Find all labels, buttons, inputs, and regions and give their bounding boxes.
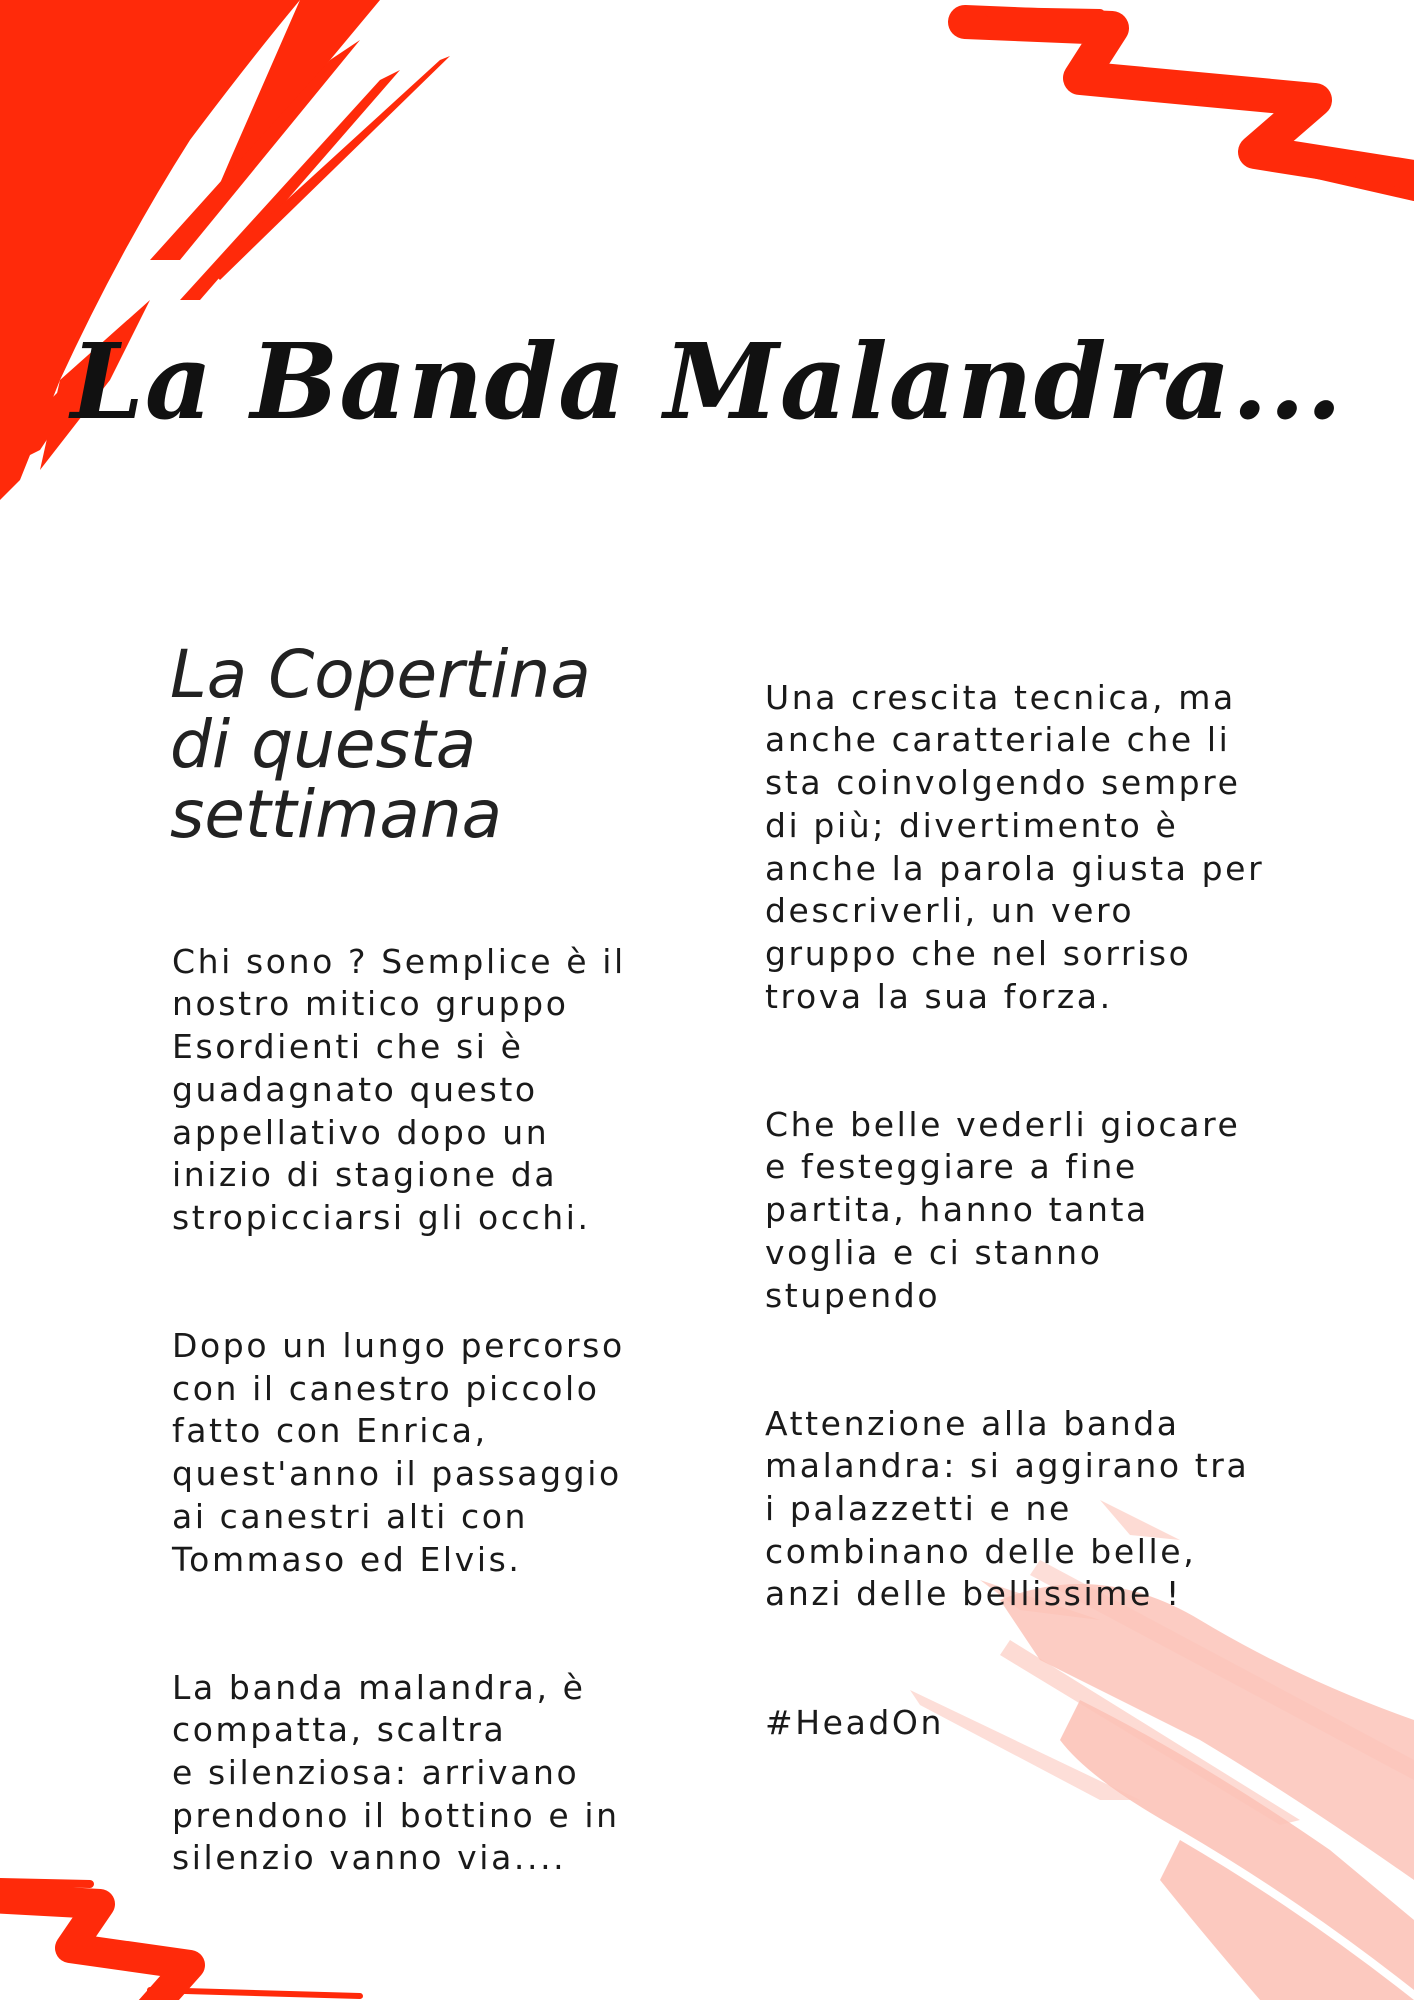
section-heading: La Copertina di questa settimana: [170, 636, 591, 853]
document-title: La Banda Malandra...: [70, 320, 1344, 443]
brush-top-right: [965, 12, 1414, 196]
left-column: [172, 898, 692, 1966]
paragraph: Chi sono ? Semplice è il nostro mitico gruppo Esordienti che si è guadagnato questo appellativo dopo un inizio di stagione da stropicciarsi gli occhi.: [172, 941, 626, 1237]
paragraph: Dopo un lungo percorso con il canestro piccolo fatto con Enrica, quest'anno il passaggio ai canestri alti con Tommaso ed Elvis.: [172, 1326, 625, 1579]
hashtag: #HeadOn: [765, 1702, 945, 1742]
paragraph: Una crescita tecnica, ma anche caratteriale che li sta coinvolgendo sempre di più; divertimento è anche la parola giusta per descriverli, un vero gruppo che nel sorriso trova la sua forza.: [765, 677, 1265, 1016]
paragraph: Che belle vederli giocare e festeggiare a fine partita, hanno tanta voglia e ci stanno stupendo: [765, 1104, 1241, 1315]
paragraph: Attenzione alla banda malandra: si aggirano tra i palazzetti e ne combinano delle belle, anzi delle bellissime !: [765, 1403, 1250, 1614]
right-column: [765, 634, 1325, 1830]
paragraph: La banda malandra, è compatta, scaltra e silenziosa: arrivano prendono il bottino e in silenzio vanno via....: [172, 1667, 620, 1878]
